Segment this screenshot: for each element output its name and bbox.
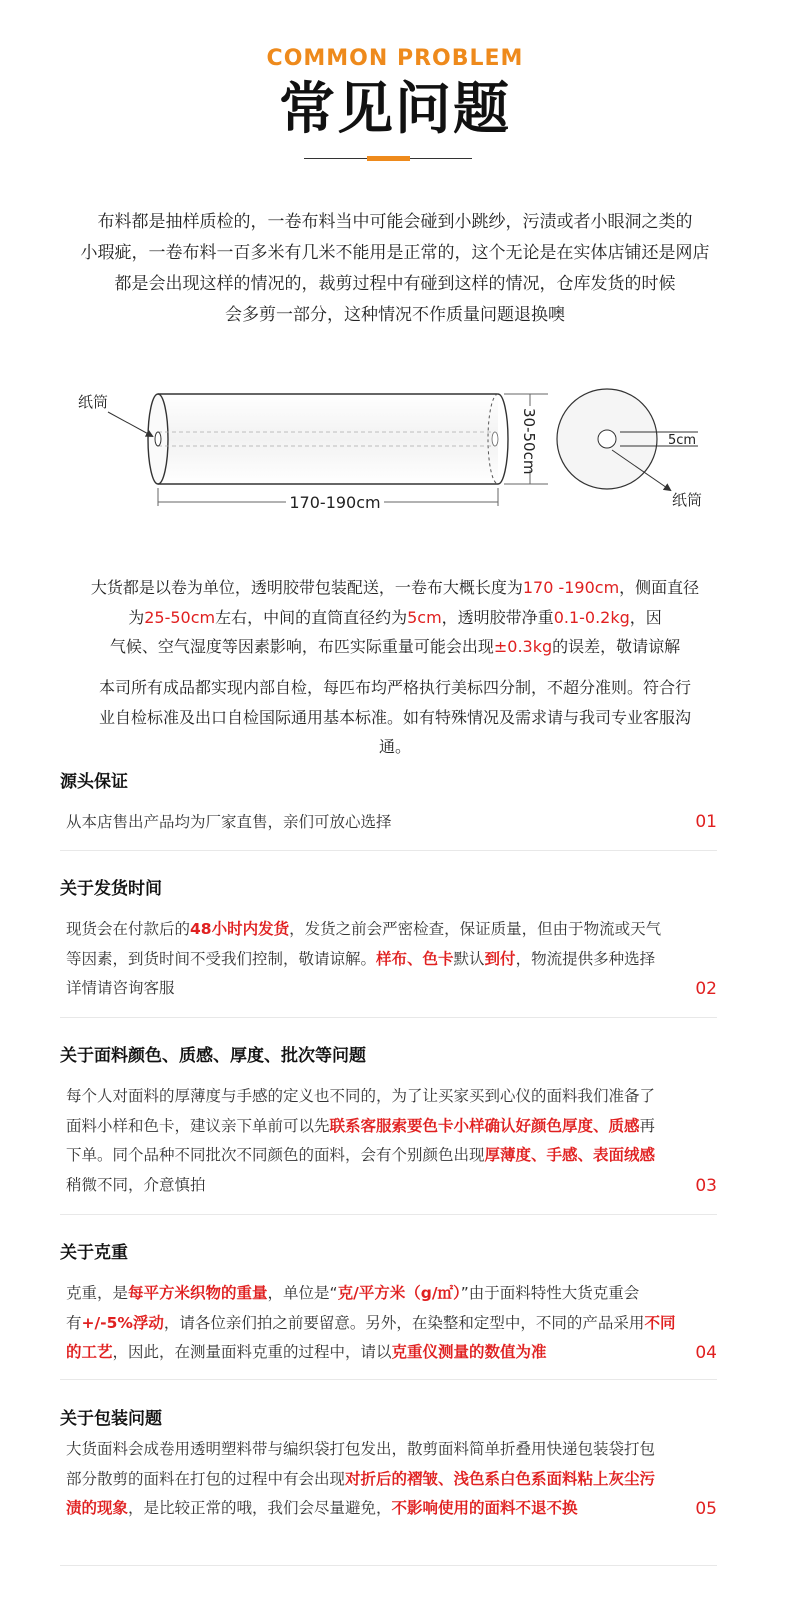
faq-number: 01 <box>695 812 717 832</box>
spec-line: 气候、空气湿度等因素影响，布匹实际重量可能会出现±0.3kg的误差，敬请谅解 <box>109 637 681 656</box>
intro-line: 小瑕疵，一卷布料一百多米有几米不能用是正常的，这个无论是在实体店铺还是网店 <box>80 243 710 263</box>
fabric-roll-diagram <box>0 380 790 530</box>
faq-body: 每个人对面料的厚薄度与手感的定义也不同的，为了让买家买到心仪的面料我们准备了 面料小样和色卡，建议亲下单前可以先联系客服索要色卡小样确认好颜色厚度、质感再 下单。同个品种不同批次不同颜色的面料，会有个别颜色出现厚薄度、手感、表面绒感 稍微不同，介意慎拍 <box>66 1087 656 1194</box>
faq-title: 源头保证 <box>60 772 128 792</box>
faq-divider <box>60 1565 717 1566</box>
faq-item-source <box>60 770 717 852</box>
faq-item-fabric-color <box>60 1044 717 1216</box>
quality-line: 本司所有成品都实现内部自检，每匹布均严格执行美标四分制，不超分准则。符合行 <box>98 678 691 697</box>
header-title-en: COMMON PROBLEM <box>266 46 524 71</box>
faq-body: 克重，是每平方米织物的重量，单位是“克/平方米（g/㎡）”由于面料特性大货克重会 有+/-5%浮动，请各位亲们拍之前要留意。另外，在染整和定型中，不同的产品采用不同 的工艺，因此，在测量面料克重的过程中，请以克重仪测量的数值为准 <box>66 1284 676 1361</box>
page-header <box>0 0 790 175</box>
spec-line: 为25-50cm左右，中间的直筒直径约为5cm，透明胶带净重0.1-0.2kg，因 <box>128 607 662 627</box>
faq-item-weight <box>60 1241 717 1381</box>
faq-divider <box>60 1214 717 1215</box>
faq-item-shipping <box>60 877 717 1019</box>
quality-paragraph <box>80 673 710 762</box>
header-title-cn: 常见问题 <box>279 77 511 142</box>
header-accent-bar <box>367 156 410 161</box>
label-length: 170-190cm <box>289 493 381 512</box>
faq-body: 从本店售出产品均为厂家直售，亲们可放心选择 <box>66 813 392 831</box>
faq-body: 大货面料会成卷用透明塑料带与编织袋打包发出，散剪面料简单折叠用快递包装袋打包 部分散剪的面料在打包的过程中有会出现对折后的褶皱、浅色系白色系面料粘上灰尘污 渍的现象，是比较正常的哦，我们会尽量避免，不影响使用的面料不退不换 <box>66 1440 656 1517</box>
arrow-icon <box>108 412 152 436</box>
spec-paragraph <box>70 573 720 662</box>
faq-title: 关于面料颜色、质感、厚度、批次等问题 <box>60 1046 366 1066</box>
label-core: 5cm <box>668 433 697 448</box>
quality-line: 业自检标准及出口自检国际通用基本标准。如有特殊情况及需求请与我司专业客服沟 <box>98 707 691 727</box>
intro-line: 都是会出现这样的情况的，裁剪过程中有碰到这样的情况，仓库发货的时候 <box>114 274 676 294</box>
label-tube-left: 纸筒 <box>78 393 109 411</box>
faq-divider <box>60 1017 717 1018</box>
spec-line: 大货都是以卷为单位，透明胶带包装配送，一卷布大概长度为170 -190cm，侧面直径 <box>90 578 700 597</box>
quality-line: 通。 <box>378 737 411 756</box>
faq-divider <box>60 1379 717 1380</box>
label-diameter: 30-50cm <box>520 408 538 475</box>
intro-line: 会多剪一部分，这种情况不作质量问题退换噢 <box>225 305 565 325</box>
faq-number: 03 <box>695 1176 717 1196</box>
label-tube-right: 纸筒 <box>672 491 703 509</box>
faq-number: 04 <box>695 1343 717 1363</box>
faq-number: 02 <box>695 979 717 999</box>
faq-body: 现货会在付款后的48小时内发货，发货之前会严密检查，保证质量，但由于物流或天气 等因素，到货时间不受我们控制，敬请谅解。样布、色卡默认到付，物流提供多种选择 详情请咨询客服 <box>66 920 662 997</box>
faq-title: 关于发货时间 <box>60 879 162 899</box>
faq-divider <box>60 850 717 851</box>
faq-title: 关于包装问题 <box>60 1409 162 1429</box>
faq-title: 关于克重 <box>60 1243 128 1263</box>
intro-line: 布料都是抽样质检的，一卷布料当中可能会碰到小跳纱，污渍或者小眼洞之类的 <box>97 212 693 232</box>
intro-paragraph <box>40 207 750 331</box>
faq-number: 05 <box>695 1499 717 1519</box>
roll-body <box>148 394 508 484</box>
faq-item-packaging <box>60 1407 717 1567</box>
fabric-roll-svg <box>0 380 790 530</box>
